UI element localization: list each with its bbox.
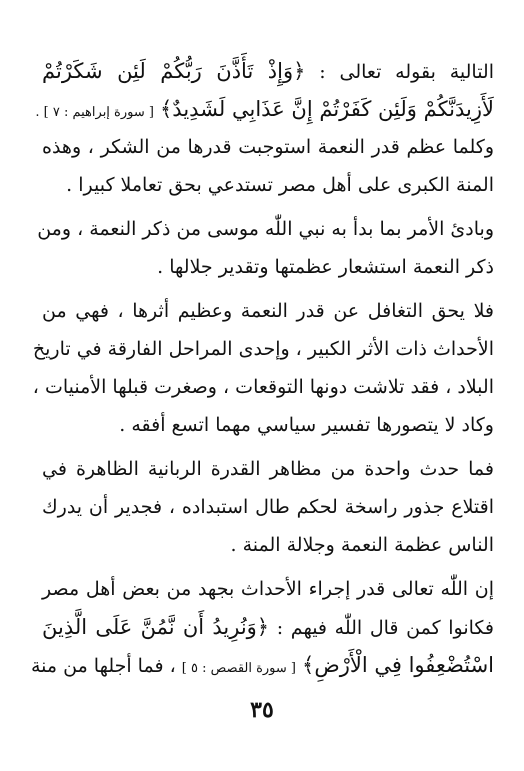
line-text: الأحداث ذات الأثر الكبير ، وإحدى المراحل الفارقة في تاريخ: [32, 338, 494, 360]
line-text: وكاد لا يتصورها تفسير سياسي مهما اتسع أفقه .: [119, 414, 494, 436]
text-line: [42, 166, 494, 204]
quran-verse: ﴿وَنُرِيدُ أَن نَّمُنَّ عَلَى الَّذِينَ: [42, 615, 270, 639]
line-text: ، فما أجلها من منة: [30, 655, 176, 677]
text-line: [35, 90, 494, 128]
line-text: البلاد ، فقد تلاشت دونها التوقعات ، وصغرت قبلها الأمنيات ،: [32, 376, 494, 398]
line-text: إن اللّٰه تعالى قدر إجراء الأحداث بجهد من بعض أهل مصر: [42, 578, 494, 600]
text-line: [42, 248, 494, 286]
text-line: [42, 450, 494, 488]
text-line: [32, 368, 494, 406]
text-line: [42, 406, 494, 444]
text-line: [37, 210, 494, 248]
page-number: ٣٥: [250, 697, 274, 723]
line-text: المنة الكبرى على أهل مصر تستدعي بحق تعاملا كبيرا .: [66, 174, 494, 196]
text-line: [42, 292, 494, 330]
text-line: [42, 526, 494, 564]
verse-reference: [ سورة إبراهيم : ٧ ] .: [35, 105, 154, 120]
line-text: فما حدث واحدة من مظاهر القدرة الربانية الظاهرة في: [42, 458, 494, 480]
page-body: [30, 52, 495, 684]
line-text: وبادئ الأمر بما بدأ به نبي اللّٰه موسى من ذكر النعمة ، ومن: [37, 218, 494, 240]
line-text: التالية بقوله تعالى :: [319, 61, 495, 83]
line-text: فكانوا كمن قال اللّٰه فيهم :: [276, 617, 495, 639]
line-text: ذكر النعمة استشعار عظمتها وتقدير جلالها .: [157, 256, 494, 278]
line-text: فلا يحق التغافل عن قدر النعمة وعظيم أثرها ، فهي من: [42, 300, 494, 322]
text-line: [30, 646, 494, 684]
quran-verse: لَأَزِيدَنَّكُمْ وَلَئِن كَفَرْتُمْ إِنَّ عَذَابِي لَشَدِيدٌ﴾: [160, 97, 494, 121]
line-text: الناس عظمة النعمة وجلالة المنة .: [230, 534, 494, 556]
text-line: [42, 52, 494, 90]
line-text: وكلما عظم قدر النعمة استوجبت قدرها من الشكر ، وهذه: [42, 136, 494, 158]
text-line: [32, 330, 494, 368]
text-line: [42, 488, 494, 526]
verse-reference: [ سورة القصص : ٥ ]: [181, 661, 296, 676]
line-text: اقتلاع جذور راسخة لحكم طال استبداده ، فجدير أن يدرك: [42, 496, 494, 518]
text-line: [42, 128, 494, 166]
quran-verse: ﴿وَإِذْ تَأَذَّنَ رَبُّكُمْ لَئِن شَكَرْتُمْ: [42, 59, 306, 83]
text-line: [42, 570, 494, 608]
quran-verse: اسْتُضْعِفُوا فِي الْأَرْضِ﴾: [302, 653, 494, 677]
text-line: [42, 608, 494, 646]
